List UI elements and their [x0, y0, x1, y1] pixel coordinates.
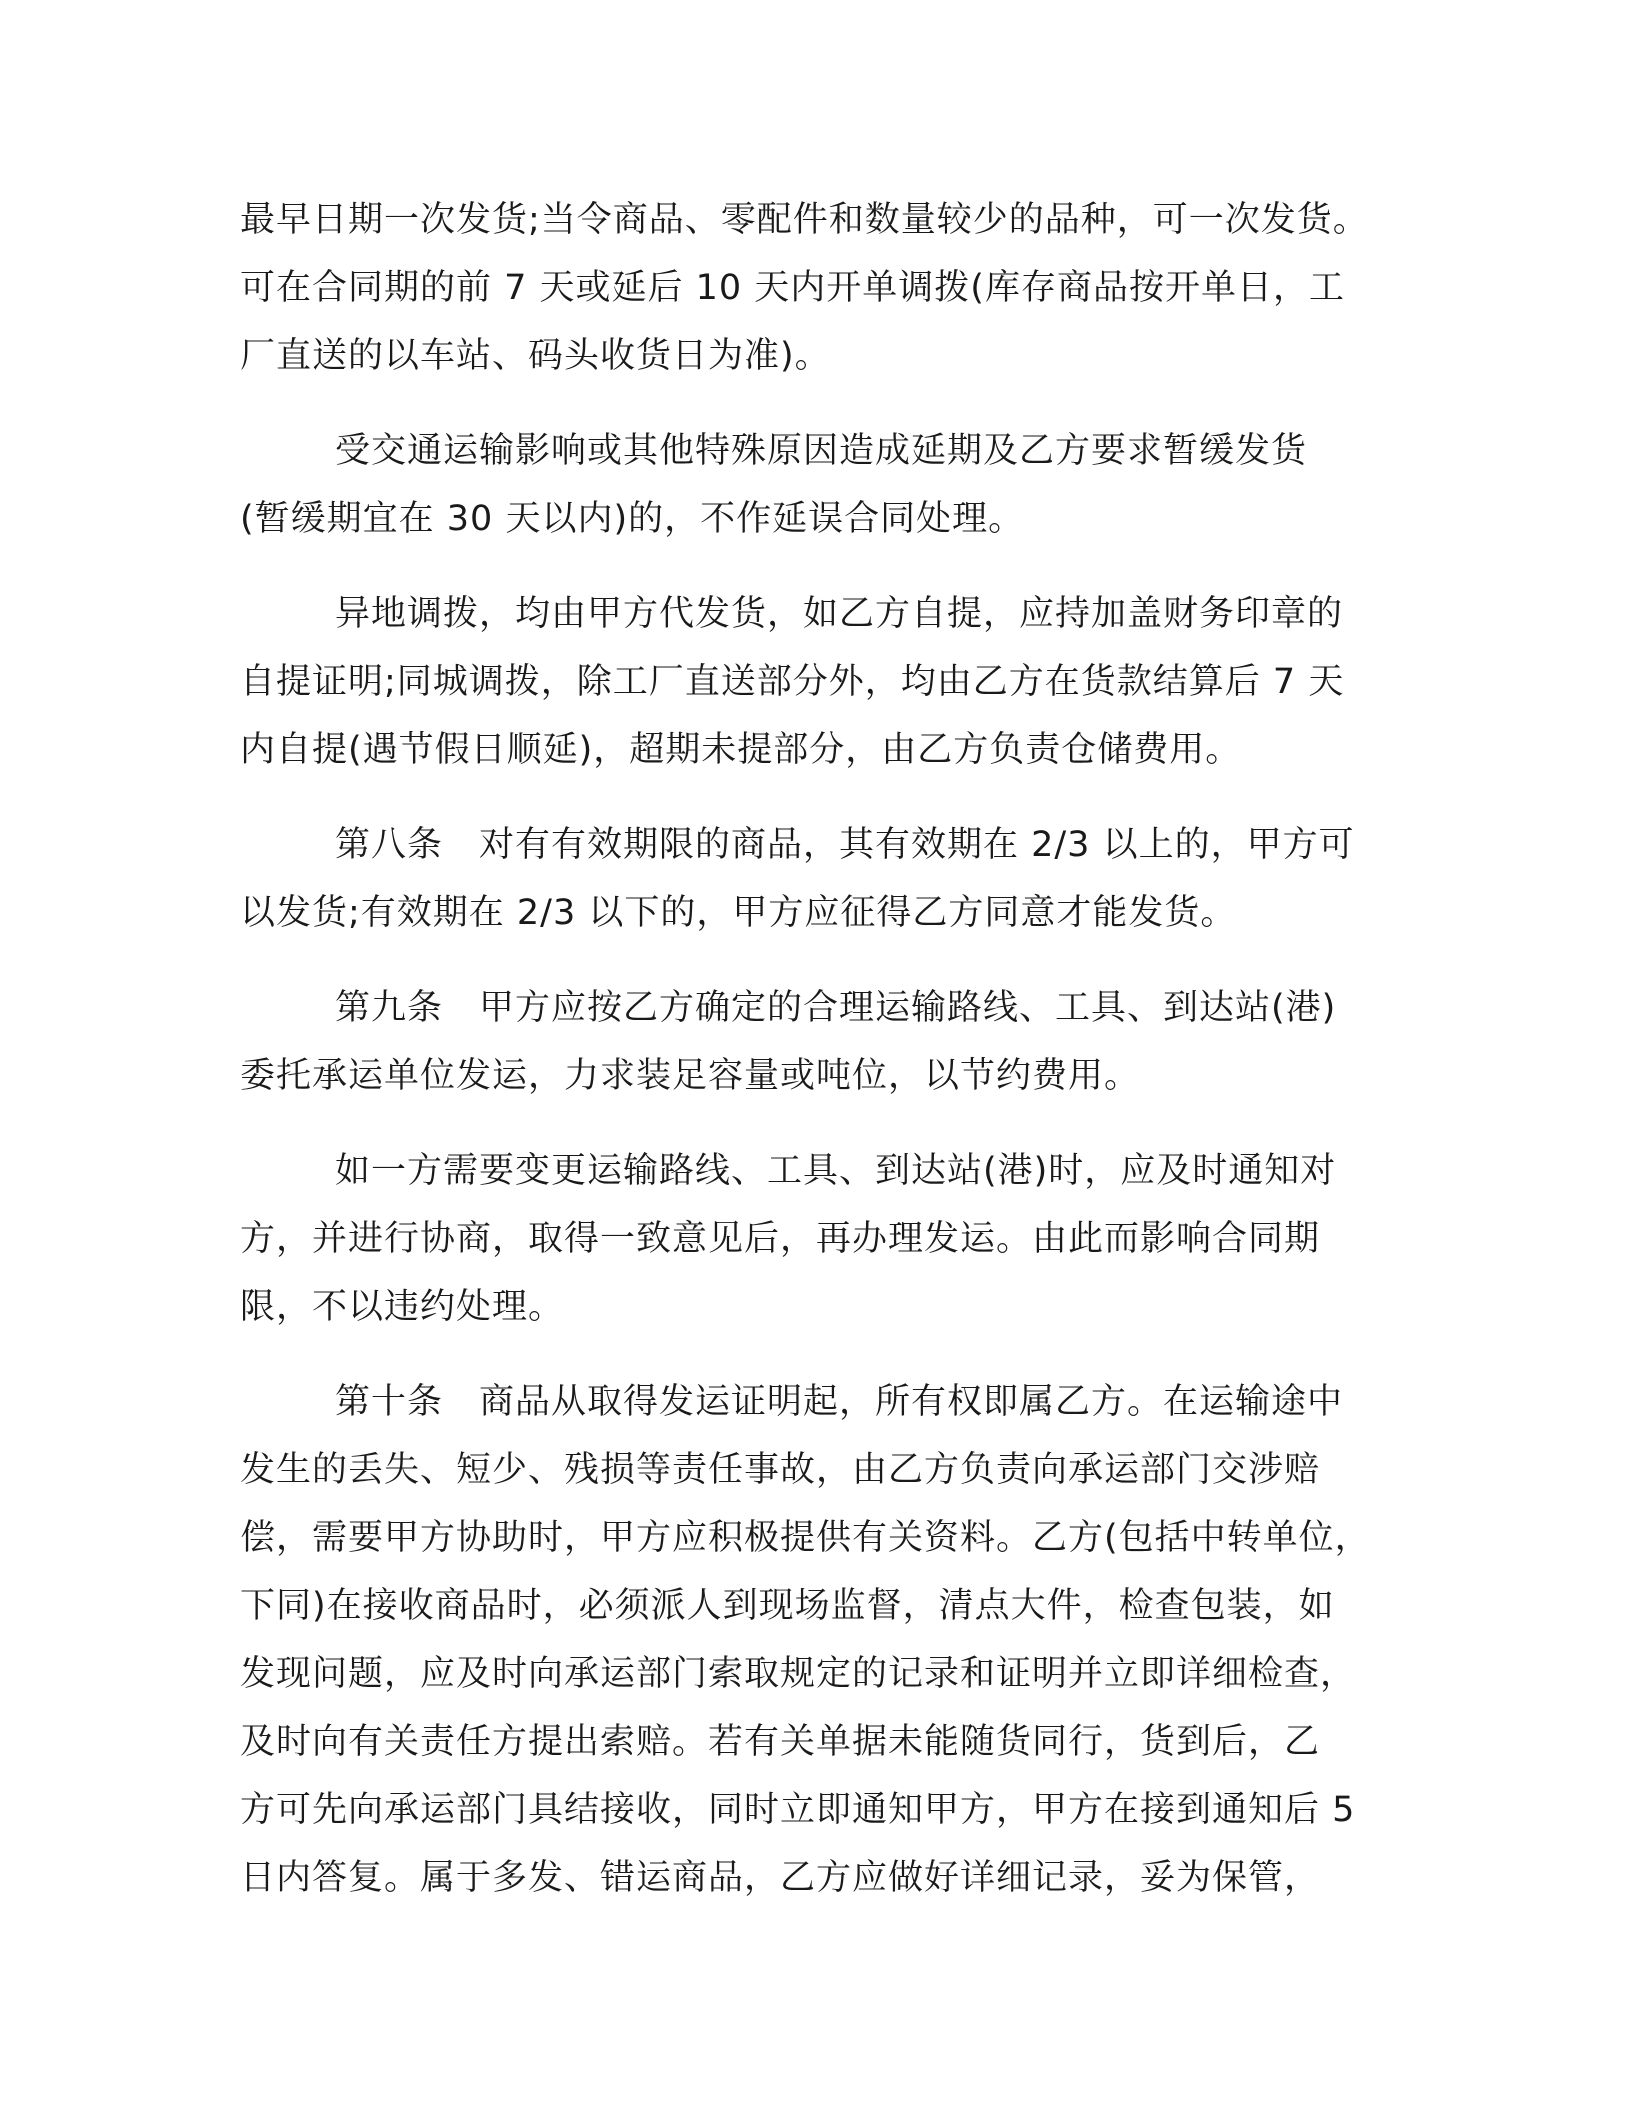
text-line: 自提证明;同城调拨，除工厂直送部分外，均由乙方在货款结算后 7 天: [240, 662, 1345, 702]
text-line: 第九条 甲方应按乙方确定的合理运输路线、工具、到达站(港): [335, 988, 1337, 1028]
text-line: 如一方需要变更运输路线、工具、到达站(港)时，应及时通知对: [335, 1151, 1337, 1191]
text-line: 第八条 对有有效期限的商品，其有效期在 2/3 以上的，甲方可: [335, 825, 1355, 865]
text-line: 以发货;有效期在 2/3 以下的，甲方应征得乙方同意才能发货。: [240, 893, 1237, 933]
text-line: 第十条 商品从取得发运证明起，所有权即属乙方。在运输途中: [335, 1382, 1344, 1422]
text-line: 最早日期一次发货;当令商品、零配件和数量较少的品种，可一次发货。: [240, 200, 1369, 240]
text-line: 下同)在接收商品时，必须派人到现场监督，清点大件，检查包装，如: [240, 1586, 1335, 1626]
document-body: [240, 186, 1400, 1939]
text-line: 发现问题，应及时向承运部门索取规定的记录和证明并立即详细检查，: [240, 1654, 1357, 1694]
text-line: (暂缓期宜在 30 天以内)的，不作延误合同处理。: [240, 499, 1025, 539]
article-8: [240, 811, 1400, 947]
paragraph-3: [240, 580, 1400, 784]
text-line: 受交通运输影响或其他特殊原因造成延期及乙方要求暂缓发货: [335, 431, 1308, 471]
text-line: 异地调拨，均由甲方代发货，如乙方自提，应持加盖财务印章的: [335, 594, 1344, 634]
text-line: 及时向有关责任方提出索赔。若有关单据未能随货同行，货到后，乙: [240, 1722, 1321, 1762]
text-line: 日内答复。属于多发、错运商品，乙方应做好详细记录，妥为保管，: [240, 1858, 1321, 1898]
text-line: 偿，需要甲方协助时，甲方应积极提供有关资料。乙方(包括中转单位，: [240, 1518, 1371, 1558]
text-line: 委托承运单位发运，力求装足容量或吨位，以节约费用。: [240, 1056, 1141, 1096]
text-line: 方可先向承运部门具结接收，同时立即通知甲方，甲方在接到通知后 5: [240, 1790, 1356, 1830]
text-line: 厂直送的以车站、码头收货日为准)。: [240, 336, 831, 376]
paragraph-2: [240, 417, 1400, 553]
text-line: 方，并进行协商，取得一致意见后，再办理发运。由此而影响合同期: [240, 1219, 1321, 1259]
text-line: 内自提(遇节假日顺延)，超期未提部分，由乙方负责仓储费用。: [240, 730, 1242, 770]
paragraph-6: [240, 1137, 1400, 1341]
paragraph-1: [240, 186, 1400, 390]
text-line: 发生的丢失、短少、残损等责任事故，由乙方负责向承运部门交涉赔: [240, 1450, 1321, 1490]
article-10: [240, 1368, 1400, 1912]
text-line: 可在合同期的前 7 天或延后 10 天内开单调拨(库存商品按开单日，工: [240, 268, 1345, 308]
article-9: [240, 974, 1400, 1110]
text-line: 限，不以违约处理。: [240, 1287, 565, 1327]
